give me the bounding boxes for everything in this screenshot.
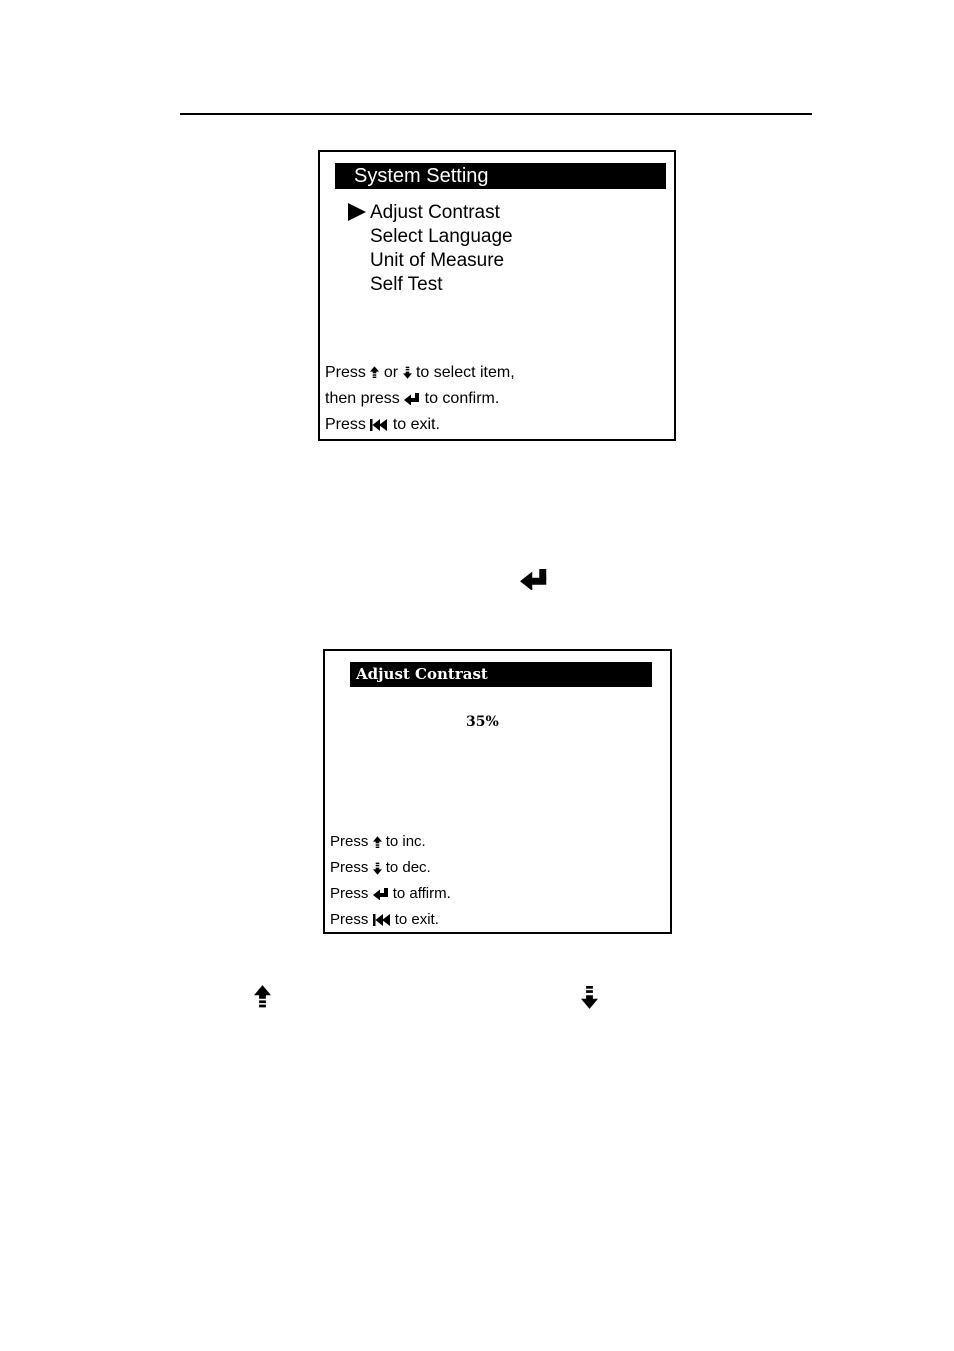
hint-text: to exit. [392,416,440,433]
back-to-start-icon [370,419,388,431]
hint-confirm [325,389,499,409]
header-rule [180,113,812,115]
screen-title: Adjust Contrast [350,662,652,687]
hint-text: to exit. [394,911,439,928]
hint-text: to dec. [385,859,431,876]
down-arrow-icon [373,862,382,875]
hint-select [325,363,515,383]
hint-text: or [383,364,399,381]
hint-text: to select item, [415,364,515,381]
down-arrow-icon [403,366,412,379]
menu-item-label: Adjust Contrast [370,202,500,223]
hint-text: then press [325,390,400,407]
screen-title: System Setting [335,163,666,189]
down-arrow-icon [581,984,598,1010]
enter-icon [373,888,389,900]
menu-item-adjust-contrast[interactable] [348,201,513,225]
enter-icon [520,569,548,590]
hint-increase [330,832,426,852]
contrast-value: 35% [466,714,499,730]
menu-item-select-language[interactable] [348,225,513,249]
up-arrow-icon [254,984,271,1010]
menu-item-label: Select Language [370,226,513,247]
hint-text: to confirm. [424,390,500,407]
hint-text: Press [330,911,369,928]
hint-text: Press [330,859,369,876]
hint-text: Press [325,416,366,433]
hint-text: to inc. [385,833,426,850]
back-to-start-icon [373,914,391,926]
selection-pointer-icon [348,203,366,221]
hint-text: Press [330,885,369,902]
menu-item-unit-of-measure[interactable] [348,249,513,273]
hint-decrease [330,858,431,878]
settings-menu [348,201,513,297]
menu-item-self-test[interactable] [348,273,513,297]
up-arrow-icon [370,366,379,379]
menu-item-label: Self Test [370,274,443,295]
menu-item-label: Unit of Measure [370,250,505,271]
hint-exit [330,910,439,930]
up-arrow-icon [373,836,382,849]
hint-exit [325,415,440,435]
enter-icon [404,393,420,405]
hint-text: Press [325,364,366,381]
hint-text: Press [330,833,369,850]
system-setting-screen [318,150,676,441]
adjust-contrast-screen [323,649,672,934]
hint-affirm [330,884,451,904]
hint-text: to affirm. [392,885,451,902]
